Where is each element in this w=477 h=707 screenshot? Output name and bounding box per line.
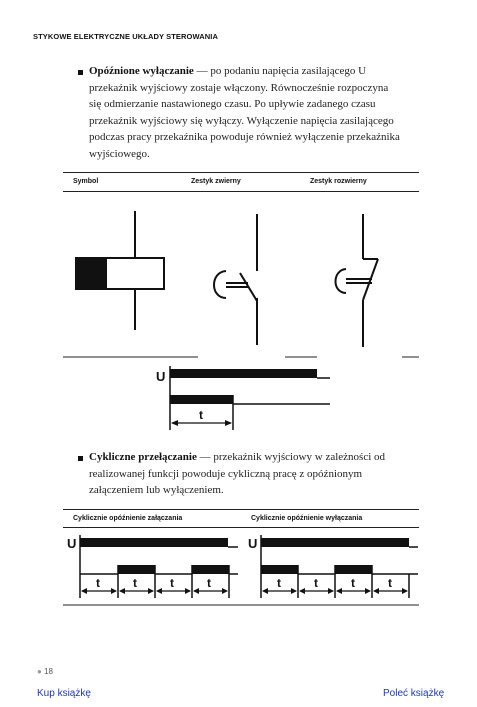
cyclic-right-t-label: t — [314, 576, 318, 590]
running-header: STYKOWE ELEKTRYCZNE UKŁADY STEROWANIA — [33, 32, 218, 41]
section1-line: przekaźnik wyjściowy się wyłączy. Wyłączenie napięcia zasilającego — [89, 114, 394, 127]
cyclic-left-t-label: t — [96, 576, 100, 590]
page-number-value: 18 — [44, 667, 53, 676]
section2-line: — przekaźnik wyjściowy w zależności od — [196, 451, 386, 463]
recommend-book-link[interactable]: Poleć książkę — [383, 688, 445, 699]
section1-term: Opóźnione wyłączanie — [89, 65, 194, 77]
cyclic-right-title: Cyklicznie opóźnienie wyłączania — [251, 515, 363, 522]
cyclic-left-u-label: U — [67, 536, 77, 551]
cyclic-delay-on-diagram — [80, 535, 238, 598]
section2-term: Cykliczne przełączanie — [89, 451, 197, 463]
timing1-t-label: t — [199, 408, 203, 422]
section1-line: wyjściowego. — [89, 147, 150, 160]
page-number — [37, 667, 53, 676]
section1-line: się odmierzanie nastawionego czasu. Po upływie zadanego czasu — [89, 98, 376, 111]
page-number-dot-icon: ● — [37, 667, 42, 676]
section2-line: realizowanej funkcji powoduje cykliczną pracę z opóźnionym — [89, 467, 363, 480]
cyclic-right-t-label: t — [388, 576, 392, 590]
cyclic-left-t-label: t — [170, 576, 174, 590]
section1-line: podczas pracy przekaźnika powoduje również wyłączenie przekaźnika — [89, 131, 400, 144]
section2-line: załączeniem lub wyłączeniem. — [89, 484, 224, 497]
timing1-u-label: U — [156, 369, 166, 384]
section1-line: — po podaniu napięcia zasilającego U — [193, 65, 367, 77]
cyclic-left-t-label: t — [133, 576, 137, 590]
cyclic-right-u-label: U — [248, 536, 258, 551]
buy-book-link[interactable]: Kup książkę — [37, 688, 91, 699]
cyclic-left-t-label: t — [207, 576, 211, 590]
col-header-no: Zestyk rozwierny — [310, 178, 367, 185]
cyclic-right-t-label: t — [351, 576, 355, 590]
section1-line: przekaźnik wyjściowy zostaje włączony. Równocześnie rozpoczyna — [89, 81, 389, 94]
cyclic-delay-off-diagram — [261, 535, 418, 598]
cyclic-right-t-label: t — [277, 576, 281, 590]
col-header-nc: Zestyk zwierny — [191, 178, 241, 185]
col-header-symbol: Symbol — [73, 178, 99, 185]
cyclic-left-title: Cyklicznie opóźnienie załączania — [73, 515, 183, 522]
